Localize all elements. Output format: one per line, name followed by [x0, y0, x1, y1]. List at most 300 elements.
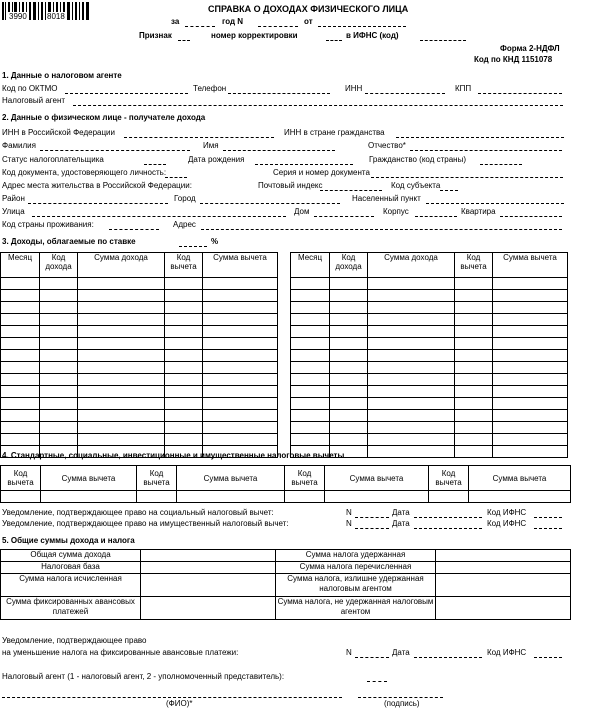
col-month: Месяц: [291, 253, 330, 278]
tax-calculated-label: Сумма налога исчисленная: [1, 574, 141, 597]
income-cell[interactable]: [330, 278, 368, 290]
inn-rf-label: ИНН в Российской Федерации: [2, 128, 115, 137]
income-cell[interactable]: [40, 386, 78, 398]
notice-advance-n: N: [346, 648, 352, 657]
address-field[interactable]: [201, 229, 562, 230]
income-cell[interactable]: [78, 434, 165, 446]
income-cell[interactable]: [203, 338, 278, 350]
income-row: [291, 350, 568, 362]
deduction-cell[interactable]: [469, 491, 571, 503]
section4-title: 4. Стандартные, социальные, инвестиционные и имущественные налоговые вычеты: [2, 451, 345, 460]
notice-advance-number[interactable]: [355, 657, 389, 658]
status-label: Статус налогоплательщика: [2, 155, 104, 164]
notice-advance-ifns-label: Код ИФНС: [487, 648, 527, 657]
oktmo-label: Код по ОКТМО: [2, 84, 58, 93]
income-cell[interactable]: [1, 374, 40, 386]
notice-property-date-label: Дата: [392, 519, 410, 528]
income-cell[interactable]: [455, 326, 493, 338]
patronymic-label: Отчество*: [368, 141, 406, 150]
income-row: [291, 410, 568, 422]
income-cell[interactable]: [78, 422, 165, 434]
income-cell[interactable]: [1, 434, 40, 446]
income-cell[interactable]: [455, 374, 493, 386]
income-row: [1, 278, 278, 290]
income-cell[interactable]: [165, 410, 203, 422]
income-row: [291, 278, 568, 290]
income-cell[interactable]: [165, 338, 203, 350]
house-label: Дом: [294, 207, 310, 216]
income-cell[interactable]: [165, 398, 203, 410]
income-cell[interactable]: [368, 434, 455, 446]
income-cell[interactable]: [493, 446, 568, 458]
income-cell[interactable]: [78, 302, 165, 314]
deduction-sum-3: Сумма вычета: [325, 466, 429, 491]
doc-series-field[interactable]: [371, 177, 563, 178]
income-row: [291, 302, 568, 314]
income-cell[interactable]: [455, 398, 493, 410]
income-cell[interactable]: [291, 398, 330, 410]
income-row: [291, 326, 568, 338]
income-cell[interactable]: [1, 278, 40, 290]
income-cell[interactable]: [455, 386, 493, 398]
patronymic-field[interactable]: [410, 150, 562, 151]
income-cell[interactable]: [40, 434, 78, 446]
income-cell[interactable]: [203, 386, 278, 398]
street-field[interactable]: [32, 216, 286, 217]
income-cell[interactable]: [203, 278, 278, 290]
fio-field[interactable]: [2, 697, 342, 698]
income-cell[interactable]: [493, 374, 568, 386]
income-cell[interactable]: [1, 410, 40, 422]
income-cell[interactable]: [493, 338, 568, 350]
income-cell[interactable]: [40, 326, 78, 338]
income-cell[interactable]: [330, 302, 368, 314]
totals-table: [0, 549, 571, 620]
doc-series-label: Серия и номер документа: [273, 168, 370, 177]
income-cell[interactable]: [1, 362, 40, 374]
income-cell[interactable]: [493, 434, 568, 446]
notice-social-n: N: [346, 508, 352, 517]
income-cell[interactable]: [165, 302, 203, 314]
income-cell[interactable]: [40, 362, 78, 374]
col-deduction-code: Код вычета: [165, 253, 203, 278]
tax-overwithheld-value[interactable]: [436, 574, 571, 597]
income-cell[interactable]: [165, 374, 203, 386]
deduction-code-1: Код вычета: [1, 466, 41, 491]
income-cell[interactable]: [291, 374, 330, 386]
notice-property-ifns[interactable]: [534, 528, 562, 529]
income-cell[interactable]: [165, 434, 203, 446]
locality-label: Населенный пункт: [352, 194, 421, 203]
deduction-cell[interactable]: [325, 491, 429, 503]
income-cell[interactable]: [291, 338, 330, 350]
locality-field[interactable]: [426, 203, 564, 204]
income-cell[interactable]: [291, 434, 330, 446]
header-ot: от: [304, 17, 313, 26]
income-cell[interactable]: [1, 290, 40, 302]
income-cell[interactable]: [368, 410, 455, 422]
citizenship-label: Гражданство (код страны): [369, 155, 466, 164]
header-priznak: Признак: [139, 31, 172, 40]
income-cell[interactable]: [165, 386, 203, 398]
income-cell[interactable]: [455, 362, 493, 374]
income-cell[interactable]: [203, 422, 278, 434]
income-table-right: [290, 252, 568, 458]
income-row: [1, 422, 278, 434]
total-income-value[interactable]: [141, 550, 276, 562]
deduction-cell[interactable]: [285, 491, 325, 503]
income-row: [291, 398, 568, 410]
status-field[interactable]: [144, 164, 166, 165]
barcode-left-number: 3990: [9, 12, 27, 21]
tax-transferred-label: Сумма налога перечисленная: [276, 562, 436, 574]
name-label: Имя: [203, 141, 219, 150]
notice-property-number[interactable]: [355, 528, 389, 529]
income-cell[interactable]: [493, 302, 568, 314]
income-cell[interactable]: [368, 338, 455, 350]
income-cell[interactable]: [78, 410, 165, 422]
income-cell[interactable]: [493, 422, 568, 434]
income-cell[interactable]: [455, 422, 493, 434]
income-cell[interactable]: [368, 398, 455, 410]
col-income-sum: Сумма дохода: [368, 253, 455, 278]
income-cell[interactable]: [368, 446, 455, 458]
income-cell[interactable]: [455, 278, 493, 290]
income-cell[interactable]: [1, 386, 40, 398]
income-cell[interactable]: [165, 314, 203, 326]
income-row: [291, 362, 568, 374]
income-cell[interactable]: [291, 302, 330, 314]
district-field[interactable]: [28, 203, 168, 204]
country-code-field[interactable]: [109, 229, 159, 230]
agent-type-field[interactable]: [367, 681, 387, 682]
deduction-code-2: Код вычета: [137, 466, 177, 491]
income-cell[interactable]: [40, 302, 78, 314]
income-cell[interactable]: [78, 278, 165, 290]
tax-not-withheld-label: Сумма налога, не удержанная налоговым агентом: [276, 597, 436, 620]
income-cell[interactable]: [40, 338, 78, 350]
inn-country-label: ИНН в стране гражданства: [284, 128, 385, 137]
income-row: [291, 422, 568, 434]
citizenship-field[interactable]: [480, 164, 522, 165]
birth-date-field[interactable]: [255, 164, 353, 165]
deductions-table: [0, 465, 571, 503]
notice-property-date[interactable]: [414, 528, 482, 529]
income-cell[interactable]: [330, 350, 368, 362]
notice-social-ifns-label: Код ИФНС: [487, 508, 527, 517]
section1-title: 1. Данные о налоговом агенте: [2, 71, 122, 80]
phone-label: Телефон: [193, 84, 227, 93]
income-cell[interactable]: [203, 398, 278, 410]
income-row: [291, 290, 568, 302]
income-cell[interactable]: [330, 314, 368, 326]
income-cell[interactable]: [291, 278, 330, 290]
income-row: [1, 338, 278, 350]
income-row: [291, 338, 568, 350]
income-cell[interactable]: [455, 434, 493, 446]
income-cell[interactable]: [330, 338, 368, 350]
income-cell[interactable]: [493, 290, 568, 302]
income-cell[interactable]: [1, 422, 40, 434]
section3-title: 3. Доходы, облагаемые по ставке: [2, 237, 136, 246]
income-cell[interactable]: [455, 338, 493, 350]
income-cell[interactable]: [203, 362, 278, 374]
income-cell[interactable]: [291, 422, 330, 434]
income-cell[interactable]: [40, 410, 78, 422]
income-cell[interactable]: [203, 410, 278, 422]
income-cell[interactable]: [40, 398, 78, 410]
col-income-code: Код дохода: [330, 253, 368, 278]
income-cell[interactable]: [330, 434, 368, 446]
income-row: [1, 362, 278, 374]
income-row: [1, 398, 278, 410]
income-cell[interactable]: [455, 290, 493, 302]
income-cell[interactable]: [493, 326, 568, 338]
surname-field[interactable]: [40, 150, 190, 151]
income-cell[interactable]: [203, 434, 278, 446]
income-cell[interactable]: [78, 386, 165, 398]
income-cell[interactable]: [291, 290, 330, 302]
income-cell[interactable]: [78, 314, 165, 326]
inn-country-field[interactable]: [396, 137, 564, 138]
income-cell[interactable]: [493, 314, 568, 326]
name-field[interactable]: [223, 150, 335, 151]
col-deduction-sum: Сумма вычета: [203, 253, 278, 278]
income-cell[interactable]: [165, 326, 203, 338]
income-cell[interactable]: [203, 290, 278, 302]
notice-social-date-label: Дата: [392, 508, 410, 517]
agent-type-label: Налоговый агент (1 - налоговый агент, 2 - уполномоченный представитель):: [2, 672, 285, 681]
income-cell[interactable]: [330, 422, 368, 434]
income-cell[interactable]: [78, 290, 165, 302]
ifns-code-field[interactable]: [420, 40, 466, 41]
signature-field[interactable]: [358, 697, 443, 698]
date-field[interactable]: [318, 26, 406, 27]
notice-social-label: Уведомление, подтверждающее право на социальный налоговый вычет:: [2, 508, 274, 517]
deduction-code-3: Код вычета: [285, 466, 325, 491]
income-cell[interactable]: [165, 290, 203, 302]
kpp-label: КПП: [455, 84, 472, 93]
income-cell[interactable]: [78, 362, 165, 374]
city-field[interactable]: [200, 203, 340, 204]
income-cell[interactable]: [78, 374, 165, 386]
income-cell[interactable]: [1, 326, 40, 338]
income-cell[interactable]: [493, 362, 568, 374]
income-cell[interactable]: [40, 290, 78, 302]
income-row: [291, 374, 568, 386]
income-cell[interactable]: [493, 410, 568, 422]
fixed-advance-value[interactable]: [141, 597, 276, 620]
income-cell[interactable]: [1, 314, 40, 326]
income-cell[interactable]: [1, 302, 40, 314]
income-cell[interactable]: [1, 338, 40, 350]
deduction-cell[interactable]: [429, 491, 469, 503]
income-cell[interactable]: [368, 278, 455, 290]
priznak-field[interactable]: [178, 40, 190, 41]
apartment-label: Квартира: [461, 207, 496, 216]
notice-property-ifns-label: Код ИФНС: [487, 519, 527, 528]
income-cell[interactable]: [493, 278, 568, 290]
address-label: Адрес: [173, 220, 196, 229]
apartment-field[interactable]: [500, 216, 562, 217]
inn-label: ИНН: [345, 84, 363, 93]
income-cell[interactable]: [78, 338, 165, 350]
income-cell[interactable]: [203, 350, 278, 362]
number-field[interactable]: [258, 26, 298, 27]
notice-social-number[interactable]: [355, 517, 389, 518]
notice-property-label: Уведомление, подтверждающее право на имущественный налоговый вычет:: [2, 519, 289, 528]
income-cell[interactable]: [330, 386, 368, 398]
income-cell[interactable]: [330, 326, 368, 338]
header-za: за: [171, 17, 180, 26]
deduction-cell[interactable]: [41, 491, 137, 503]
surname-label: Фамилия: [2, 141, 36, 150]
notice-advance-date-label: Дата: [392, 648, 410, 657]
col-deduction-code: Код вычета: [455, 253, 493, 278]
income-cell[interactable]: [203, 314, 278, 326]
income-cell[interactable]: [493, 350, 568, 362]
income-cell[interactable]: [368, 314, 455, 326]
income-cell[interactable]: [40, 374, 78, 386]
notice-social-ifns[interactable]: [534, 517, 562, 518]
income-cell[interactable]: [78, 350, 165, 362]
income-cell[interactable]: [368, 290, 455, 302]
income-row: [1, 326, 278, 338]
deduction-sum-2: Сумма вычета: [177, 466, 285, 491]
income-cell[interactable]: [455, 302, 493, 314]
house-field[interactable]: [314, 216, 374, 217]
tax-calculated-value[interactable]: [141, 574, 276, 597]
rate-field[interactable]: [179, 246, 207, 247]
income-cell[interactable]: [368, 326, 455, 338]
notice-advance-date[interactable]: [414, 657, 482, 658]
income-cell[interactable]: [40, 350, 78, 362]
income-cell[interactable]: [203, 302, 278, 314]
inn-rf-field[interactable]: [124, 137, 274, 138]
income-row: [291, 314, 568, 326]
section5-title: 5. Общие суммы дохода и налога: [2, 536, 135, 545]
address-rf-label: Адрес места жительства в Российской Федерации:: [2, 181, 192, 190]
income-row: [1, 434, 278, 446]
deduction-cell[interactable]: [1, 491, 41, 503]
deduction-cell[interactable]: [177, 491, 285, 503]
knd-code: Код по КНД 1151078: [474, 55, 553, 64]
notice-property-n: N: [346, 519, 352, 528]
income-row: [1, 302, 278, 314]
oktmo-field[interactable]: [65, 93, 188, 94]
income-cell[interactable]: [203, 326, 278, 338]
income-cell[interactable]: [368, 386, 455, 398]
income-cell[interactable]: [330, 290, 368, 302]
income-cell[interactable]: [368, 350, 455, 362]
income-cell[interactable]: [165, 278, 203, 290]
city-label: Город: [174, 194, 196, 203]
income-cell[interactable]: [330, 362, 368, 374]
notice-social-date[interactable]: [414, 517, 482, 518]
income-cell[interactable]: [40, 422, 78, 434]
year-field[interactable]: [185, 26, 215, 27]
income-cell[interactable]: [291, 326, 330, 338]
tax-transferred-value[interactable]: [436, 562, 571, 574]
income-row: [1, 314, 278, 326]
col-income-code: Код дохода: [40, 253, 78, 278]
income-cell[interactable]: [330, 398, 368, 410]
income-cell[interactable]: [330, 410, 368, 422]
income-cell[interactable]: [368, 302, 455, 314]
income-cell[interactable]: [165, 362, 203, 374]
deduction-sum-4: Сумма вычета: [469, 466, 571, 491]
fio-caption: (ФИО)*: [166, 699, 193, 708]
notice-advance-ifns[interactable]: [534, 657, 562, 658]
income-cell[interactable]: [493, 398, 568, 410]
tax-overwithheld-label: Сумма налога, излишне удержанная налоговым агентом: [276, 574, 436, 597]
total-income-label: Общая сумма дохода: [1, 550, 141, 562]
income-cell[interactable]: [291, 410, 330, 422]
fixed-advance-label: Сумма фиксированных авансовых платежей: [1, 597, 141, 620]
agent-name-field[interactable]: [73, 105, 563, 106]
signature-caption: (подпись): [384, 699, 420, 708]
income-cell[interactable]: [165, 422, 203, 434]
agent-inn-field[interactable]: [365, 93, 445, 94]
income-cell[interactable]: [291, 314, 330, 326]
income-cell[interactable]: [291, 350, 330, 362]
header-nomer-korr: номер корректировки: [211, 31, 298, 40]
tax-withheld-value[interactable]: [436, 550, 571, 562]
income-cell[interactable]: [455, 350, 493, 362]
income-cell[interactable]: [291, 386, 330, 398]
income-row: [291, 434, 568, 446]
tax-base-value[interactable]: [141, 562, 276, 574]
income-cell[interactable]: [455, 446, 493, 458]
income-cell[interactable]: [78, 326, 165, 338]
notice-advance-line1: Уведомление, подтверждающее право: [2, 636, 147, 645]
income-cell[interactable]: [455, 410, 493, 422]
region-code-label: Код субъекта: [391, 181, 441, 190]
income-cell[interactable]: [455, 314, 493, 326]
deduction-code-4: Код вычета: [429, 466, 469, 491]
income-cell[interactable]: [78, 398, 165, 410]
income-cell[interactable]: [1, 350, 40, 362]
income-cell[interactable]: [40, 314, 78, 326]
correction-number-field[interactable]: [326, 40, 342, 41]
income-row: [1, 386, 278, 398]
tax-base-label: Налоговая база: [1, 562, 141, 574]
doc-code-field[interactable]: [165, 177, 187, 178]
income-cell[interactable]: [40, 278, 78, 290]
deduction-cell[interactable]: [137, 491, 177, 503]
income-cell[interactable]: [203, 374, 278, 386]
building-field[interactable]: [415, 216, 457, 217]
phone-field[interactable]: [228, 93, 330, 94]
doc-code-label: Код документа, удостоверяющего личность:: [2, 168, 167, 177]
income-cell[interactable]: [291, 362, 330, 374]
barcode-right-number: 8018: [47, 12, 65, 21]
tax-not-withheld-value[interactable]: [436, 597, 571, 620]
income-cell[interactable]: [493, 386, 568, 398]
country-code-label: Код страны проживания:: [2, 220, 94, 229]
income-cell[interactable]: [368, 362, 455, 374]
income-cell[interactable]: [368, 374, 455, 386]
income-cell[interactable]: [1, 398, 40, 410]
postal-field[interactable]: [320, 190, 382, 191]
income-cell[interactable]: [368, 422, 455, 434]
income-cell[interactable]: [165, 350, 203, 362]
income-row: [1, 374, 278, 386]
income-cell[interactable]: [330, 374, 368, 386]
kpp-field[interactable]: [478, 93, 562, 94]
region-code-field[interactable]: [440, 190, 458, 191]
col-month: Месяц: [1, 253, 40, 278]
